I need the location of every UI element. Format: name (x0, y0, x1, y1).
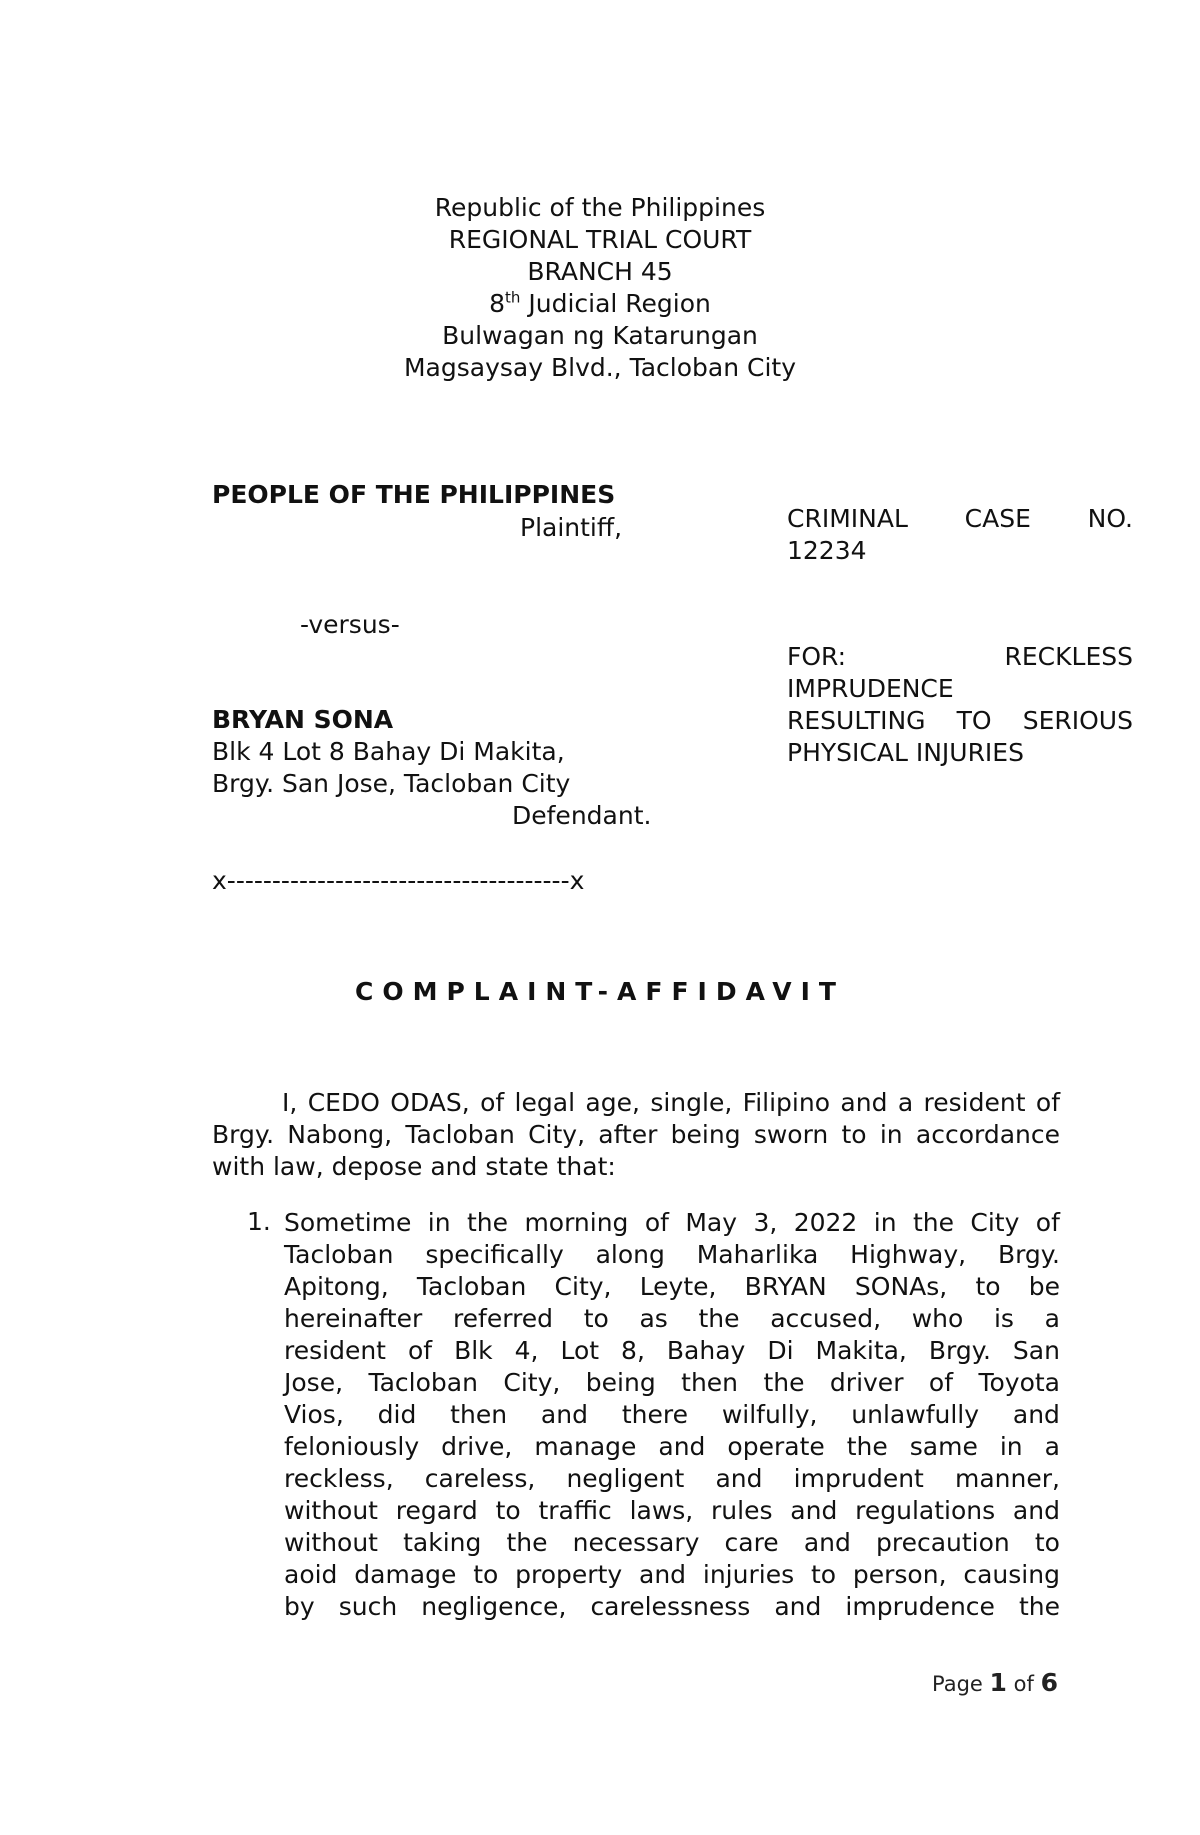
item-word: aoid (284, 1560, 338, 1589)
header-address: Magsaysay Blvd., Tacloban City (403, 353, 796, 382)
item-number: 1. (247, 1207, 271, 1236)
item-word: Vios, (284, 1400, 344, 1429)
item-word: to (495, 1496, 521, 1525)
item-word: to (810, 1560, 837, 1589)
item-word: and (715, 1464, 763, 1493)
item-word: Apitong, (284, 1272, 389, 1301)
item-word: the (1018, 1592, 1060, 1621)
charge-word-to: TO (956, 706, 992, 735)
item-word: causing (963, 1560, 1060, 1589)
item-word: unlawfully (851, 1400, 980, 1429)
item-word: accused, (770, 1304, 882, 1333)
item-word: in (999, 1432, 1023, 1461)
item-word: of (1035, 1208, 1060, 1237)
item-word: imprudence (845, 1592, 995, 1621)
item-word: the (467, 1208, 509, 1237)
item-word: referred (452, 1304, 554, 1333)
item-word: of (644, 1208, 669, 1237)
item-word: morning (524, 1208, 629, 1237)
caption-separator: x--------------------------------------x (212, 866, 585, 895)
item-line (284, 1271, 1060, 1303)
item-word: Tacloban (416, 1272, 527, 1301)
item-word: care (724, 1528, 779, 1557)
item-word: Brgy. (997, 1240, 1060, 1269)
item-word: then (450, 1400, 508, 1429)
item-word: City, (503, 1368, 561, 1397)
item-word: imprudent (793, 1464, 924, 1493)
item-word: without (284, 1528, 378, 1557)
defendant-name: BRYAN SONA (212, 705, 394, 734)
charge-line-2: IMPRUDENCE (787, 674, 954, 703)
item-word: same (909, 1432, 978, 1461)
item-word: and (540, 1400, 588, 1429)
item-word: such (338, 1592, 398, 1621)
item-word: to (1034, 1528, 1060, 1557)
item-word: the (763, 1368, 805, 1397)
item-word: Tacloban (284, 1240, 394, 1269)
item-word: Maharlika (696, 1240, 819, 1269)
item-word: Bahay (666, 1336, 746, 1365)
item-word: necessary (572, 1528, 700, 1557)
item-word: hereinafter (284, 1304, 423, 1333)
item-text (284, 1207, 1060, 1623)
item-word: City (970, 1208, 1020, 1237)
item-word: Makita, (815, 1336, 907, 1365)
charge-reckless: RECKLESS (1004, 642, 1133, 671)
item-word: the (698, 1304, 740, 1333)
item-word: Blk (454, 1336, 493, 1365)
plaintiff-name: PEOPLE OF THE PHILIPPINES (212, 480, 616, 509)
case-word-case: CASE (964, 504, 1031, 533)
item-word: and (639, 1560, 687, 1589)
item-line (284, 1559, 1060, 1591)
item-word: and (1012, 1496, 1060, 1525)
item-word: rules (711, 1496, 773, 1525)
item-word: then (681, 1368, 739, 1397)
item-word: did (377, 1400, 417, 1429)
item-word: Di (767, 1336, 794, 1365)
item-word: is (993, 1304, 1014, 1333)
item-word: there (621, 1400, 688, 1429)
defendant-address-line-1: Blk 4 Lot 8 Bahay Di Makita, (212, 737, 565, 766)
item-word: Lot (560, 1336, 600, 1365)
charge-word-resulting: RESULTING (787, 706, 926, 735)
item-word: along (595, 1240, 665, 1269)
item-word: 8, (621, 1336, 645, 1365)
item-word: taking (403, 1528, 482, 1557)
case-number: 12234 (787, 536, 867, 565)
item-word: carelessness (590, 1592, 751, 1621)
item-line (284, 1239, 1060, 1271)
item-word: and (790, 1496, 838, 1525)
item-word: Toyota (978, 1368, 1060, 1397)
item-word: BRYAN (744, 1272, 827, 1301)
document-title: COMPLAINT-AFFIDAVIT (355, 977, 845, 1006)
plaintiff-label: Plaintiff, (520, 513, 623, 542)
header-branch: BRANCH 45 (527, 257, 673, 286)
item-line (284, 1431, 1060, 1463)
item-line (284, 1527, 1060, 1559)
charge-line-3 (787, 705, 1133, 737)
item-word: May (685, 1208, 738, 1237)
for-label: FOR: (787, 642, 847, 671)
item-word: Highway, (850, 1240, 967, 1269)
defendant-address-line-2: Brgy. San Jose, Tacloban City (212, 769, 571, 798)
of-word: of (1013, 1672, 1034, 1696)
item-word: property (515, 1560, 623, 1589)
item-word: reckless, (284, 1464, 394, 1493)
total-pages: 6 (1040, 1668, 1058, 1697)
item-word: manner, (955, 1464, 1060, 1493)
item-word: 2022 (793, 1208, 858, 1237)
region-number: 8 (489, 289, 506, 318)
region-ordinal: th (505, 288, 521, 307)
item-line (284, 1463, 1060, 1495)
item-word: traffic (538, 1496, 612, 1525)
item-word: City, (554, 1272, 612, 1301)
item-word: a (1044, 1304, 1060, 1333)
item-word: of (928, 1368, 954, 1397)
item-word: driver (829, 1368, 904, 1397)
item-line (284, 1335, 1060, 1367)
defendant-label: Defendant. (512, 801, 652, 830)
item-word: and (774, 1592, 822, 1621)
item-line (284, 1207, 1060, 1239)
item-line (284, 1367, 1060, 1399)
item-word: to (473, 1560, 499, 1589)
item-word: precaution (875, 1528, 1010, 1557)
item-word: regard (395, 1496, 478, 1525)
item-word: without (284, 1496, 378, 1525)
item-word: damage (354, 1560, 457, 1589)
item-word: San (1012, 1336, 1060, 1365)
item-word: being (585, 1368, 656, 1397)
item-word: drive, (441, 1432, 513, 1461)
item-word: regulations (855, 1496, 996, 1525)
item-word: Sometime (284, 1208, 412, 1237)
item-word: injuries (702, 1560, 795, 1589)
item-word: careless, (424, 1464, 536, 1493)
item-line (284, 1303, 1060, 1335)
item-word: to (583, 1304, 609, 1333)
item-word: who (911, 1304, 964, 1333)
page-word: Page (932, 1672, 983, 1696)
intro-paragraph: I, CEDO ODAS, of legal age, single, Filipino and a resident of Brgy. Nabong, Tacloban City, after being sworn to in accordance with law, depose and state that: (212, 1088, 1060, 1181)
item-word: feloniously (284, 1432, 420, 1461)
current-page: 1 (989, 1668, 1007, 1697)
item-word: operate (727, 1432, 825, 1461)
item-word: person, (852, 1560, 947, 1589)
item-word: in (873, 1208, 897, 1237)
item-word: 4, (514, 1336, 539, 1365)
item-word: Jose, (284, 1368, 344, 1397)
item-word: resident (284, 1336, 386, 1365)
charge-word-serious: SERIOUS (1022, 706, 1133, 735)
item-word: of (407, 1336, 433, 1365)
header-court: REGIONAL TRIAL COURT (448, 225, 752, 254)
item-word: in (427, 1208, 451, 1237)
court-header (0, 192, 1200, 384)
item-word: by (284, 1592, 315, 1621)
case-word-criminal: CRIMINAL (787, 504, 908, 533)
item-word: negligent (566, 1464, 685, 1493)
item-word: Brgy. (928, 1336, 991, 1365)
item-line (284, 1399, 1060, 1431)
item-word: laws, (629, 1496, 694, 1525)
item-word: be (1028, 1272, 1060, 1301)
item-word: Leyte, (639, 1272, 717, 1301)
item-word: manage (534, 1432, 637, 1461)
item-word: wilfully, (721, 1400, 818, 1429)
case-word-no: NO. (1087, 504, 1133, 533)
item-word: and (658, 1432, 706, 1461)
charge-line-4: PHYSICAL INJURIES (787, 738, 1024, 767)
charge-line-1 (787, 641, 1133, 673)
item-word: Tacloban (368, 1368, 478, 1397)
item-word: the (846, 1432, 888, 1461)
item-word: SONAs, (854, 1272, 948, 1301)
item-word: a (1044, 1432, 1060, 1461)
item-word: and (803, 1528, 851, 1557)
versus-label: -versus- (300, 610, 400, 639)
item-line (284, 1495, 1060, 1527)
item-line (284, 1591, 1060, 1623)
item-word: and (1012, 1400, 1060, 1429)
item-word: the (506, 1528, 548, 1557)
item-word: as (639, 1304, 668, 1333)
item-word: the (912, 1208, 954, 1237)
page-footer (932, 1668, 1058, 1697)
item-word: 3, (753, 1208, 778, 1237)
item-word: negligence, (421, 1592, 567, 1621)
item-word: to (975, 1272, 1001, 1301)
case-number-label (787, 503, 1133, 535)
item-word: specifically (425, 1240, 564, 1269)
header-republic: Republic of the Philippines (434, 193, 766, 222)
region-text: Judicial Region (520, 289, 711, 318)
header-region (0, 288, 1200, 320)
header-hall: Bulwagan ng Katarungan (442, 321, 758, 350)
